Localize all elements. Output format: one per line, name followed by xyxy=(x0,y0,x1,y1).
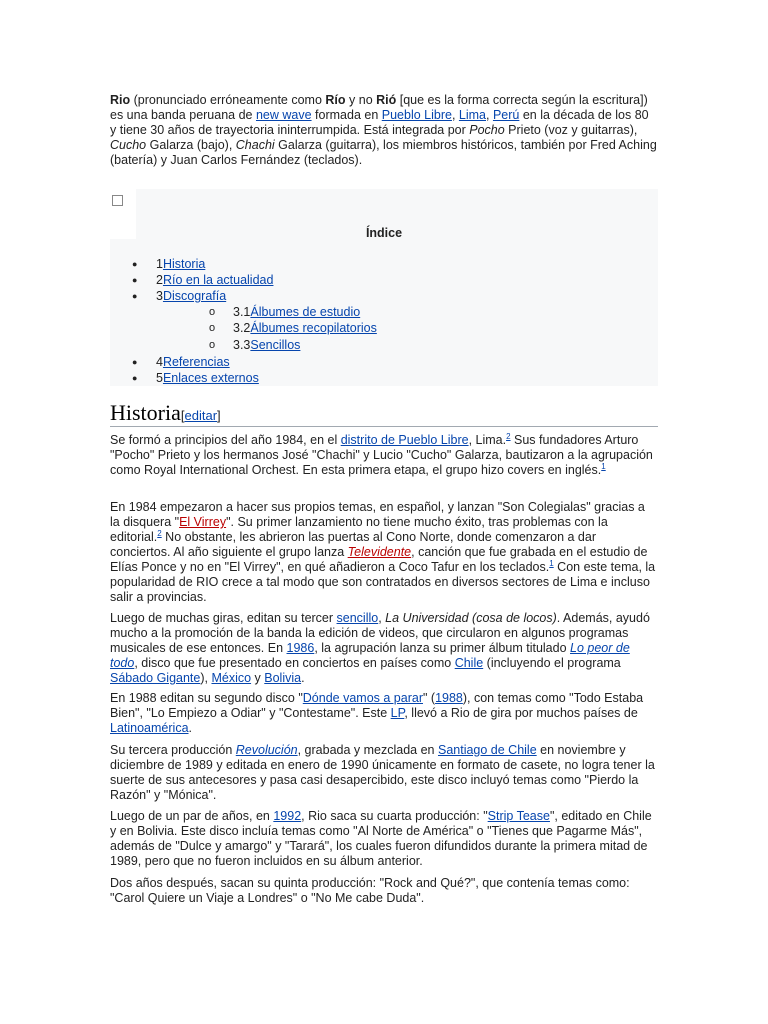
toc-item-enlaces[interactable] xyxy=(132,371,259,386)
toc-item-albumes-recopilatorios[interactable] xyxy=(209,321,377,336)
intro-bold-rio-accent: Rió xyxy=(376,93,397,107)
edit-bracket: [ xyxy=(180,408,185,423)
toc-item-referencias[interactable] xyxy=(132,355,230,370)
text: ", editado en Chile y en Bolivia. Este disco incluía temas como "Al Norte de América" o "Tienes que Pagarme Más", además de "Dulce y amargo" y "Tarará", los cuales fueron difundidos durante la primera mitad de 1989, pero que no fueron incluidos en su álbum anterior. xyxy=(110,809,652,868)
link-televidente[interactable]: Televidente xyxy=(347,545,412,559)
toc-number: 3.2 xyxy=(233,321,251,335)
italic-title: La Universidad (cosa de locos) xyxy=(385,611,557,625)
toc-item-albumes-estudio[interactable] xyxy=(209,305,361,320)
text: Se formó a principios del año 1984, en el xyxy=(110,433,341,447)
edit-link[interactable]: editar xyxy=(184,408,218,423)
link-chile[interactable]: Chile xyxy=(454,656,484,670)
history-paragraph-6 xyxy=(110,809,658,869)
link-1988[interactable]: 1988 xyxy=(435,691,463,705)
toc-number: 3 xyxy=(156,289,163,303)
intro-text: (pronunciado erróneamente como xyxy=(130,93,326,107)
text: . Además, ayudó mucho a la promoción de la banda la edición de videos, que circularon en algunos programas musicales de ese entonces. En xyxy=(110,611,650,655)
text: En 1984 empezaron a hacer sus propios temas, en español, y lanzan "Son Colegialas" gracias a la disquera " xyxy=(110,500,645,529)
intro-text: Prieto (voz y guitarras), xyxy=(504,123,638,137)
link-peru[interactable]: Perú xyxy=(492,108,520,122)
reference-link[interactable]: 1 xyxy=(601,461,606,471)
text: ), xyxy=(200,671,212,685)
history-paragraph-2 xyxy=(110,500,658,605)
link-lo-peor-de-todo[interactable]: Lo peor de todo xyxy=(110,641,630,670)
toc-number: 5 xyxy=(156,371,163,385)
text: , llevó a Rio de gira por muchos países de xyxy=(404,706,638,720)
bullet-icon: ● xyxy=(132,373,138,383)
intro-text: en la década de los 80 y tiene 30 años de trayectoria ininterrumpida. Está integrada por xyxy=(110,108,649,137)
intro-bold-rio: Río xyxy=(325,93,346,107)
edit-bracket: ] xyxy=(217,408,221,423)
sub-bullet-icon: o xyxy=(209,339,216,351)
link-distrito-pueblo-libre[interactable]: distrito de Pueblo Libre xyxy=(340,433,469,447)
toc-number: 4 xyxy=(156,355,163,369)
text: (incluyendo el programa xyxy=(483,656,621,670)
toc-item-actualidad[interactable] xyxy=(132,273,274,288)
band-name: Rio xyxy=(110,93,131,107)
intro-text: y no xyxy=(345,93,377,107)
link-latinoamerica[interactable]: Latinoamérica xyxy=(110,721,189,735)
history-paragraph-3 xyxy=(110,611,658,686)
toc-item-historia[interactable] xyxy=(132,257,206,272)
text: , Lima. xyxy=(468,433,507,447)
intro-italic-cucho: Cucho xyxy=(110,138,147,152)
toc-link[interactable]: Sencillos xyxy=(250,338,301,352)
toc-toggle-checkbox[interactable] xyxy=(112,195,123,206)
link-bolivia[interactable]: Bolivia xyxy=(264,671,302,685)
link-sabado-gigante[interactable]: Sábado Gigante xyxy=(110,671,201,685)
intro-text: Galarza (bajo), xyxy=(146,138,236,152)
link-revolucion[interactable]: Revolución xyxy=(235,743,298,757)
intro-text: , xyxy=(486,108,493,122)
toc-link[interactable]: Discografía xyxy=(162,289,227,303)
reference-link[interactable]: 2 xyxy=(157,528,162,538)
link-new-wave[interactable]: new wave xyxy=(255,108,312,122)
toc-item-discografia[interactable] xyxy=(132,289,227,304)
bullet-icon: ● xyxy=(132,357,138,367)
text: . xyxy=(188,721,192,735)
text: Luego de un par de años, en xyxy=(110,809,274,823)
table-of-contents xyxy=(110,189,658,386)
link-1992[interactable]: 1992 xyxy=(273,809,302,823)
link-lima[interactable]: Lima xyxy=(458,108,486,122)
text: ". Su primer lanzamiento no tiene mucho éxito, tras problemas con la editorial. xyxy=(110,515,608,544)
text: en noviembre y diciembre de 1989 y editada en enero de 1990 únicamente en formato de casete, no logra tener la suerte de sus antecesores y pasa casi desapercibido, este disco incluyó temas como "Pierdo la Razón" y "Mónica". xyxy=(110,743,655,802)
intro-italic-chachi: Chachi xyxy=(235,138,275,152)
link-el-virrey[interactable]: El Virrey xyxy=(179,515,227,529)
history-paragraph-7 xyxy=(110,876,658,906)
link-1986[interactable]: 1986 xyxy=(286,641,315,655)
text: Con este tema, la popularidad de RIO crece a tal modo que son contratados en diversos sectores de Lima e incluso salir a provincias. xyxy=(110,560,656,604)
toc-link[interactable]: Álbumes de estudio xyxy=(250,305,361,319)
heading-text: Historia xyxy=(110,400,181,425)
bullet-icon: ● xyxy=(132,275,138,285)
toc-link[interactable]: Río en la actualidad xyxy=(162,273,274,287)
bullet-icon: ● xyxy=(132,291,138,301)
link-strip-tease[interactable]: Strip Tease xyxy=(487,809,550,823)
text: Luego de muchas giras, editan su tercer xyxy=(110,611,337,625)
history-paragraph-1 xyxy=(110,433,658,478)
text: Sus fundadores Arturo "Pocho" Prieto y los hermanos José "Chachi" y Lucio "Cucho" Galarza, bautizaron a la agrupación como Royal International Orchest. En esta primera etapa, el grupo hizo covers en inglés. xyxy=(110,433,653,477)
intro-text: formada en xyxy=(311,108,382,122)
text: En 1988 editan su segundo disco " xyxy=(110,691,303,705)
intro-paragraph xyxy=(110,93,658,168)
text: No obstante, les abrieron las puertas al Cono Norte, donde comenzaron a dar conciertos. Al año siguiente el grupo lanza xyxy=(110,530,596,559)
text: , Rio saca su cuarta producción: " xyxy=(301,809,488,823)
toc-link[interactable]: Referencias xyxy=(162,355,230,369)
text: , la agrupación lanza su primer álbum titulado xyxy=(314,641,571,655)
link-mexico[interactable]: México xyxy=(211,671,252,685)
toc-number: 3.1 xyxy=(233,305,251,319)
text: , disco que fue presentado en conciertos en países como xyxy=(134,656,455,670)
text: , grabada y mezclada en xyxy=(297,743,438,757)
intro-text: , xyxy=(451,108,459,122)
history-paragraph-5 xyxy=(110,743,658,803)
link-donde-vamos-a-parar[interactable]: Dónde vamos a parar xyxy=(302,691,423,705)
link-lp[interactable]: LP xyxy=(390,706,405,720)
link-sencillo[interactable]: sencillo xyxy=(336,611,379,625)
text: , xyxy=(378,611,386,625)
intro-text: Galarza (guitarra), los miembros históricos, también por Fred Aching (batería) y Juan Carlos Fernández (teclados). xyxy=(110,138,657,167)
link-santiago-de-chile[interactable]: Santiago de Chile xyxy=(437,743,537,757)
toc-link[interactable]: Enlaces externos xyxy=(162,371,259,385)
reference-link[interactable]: 2 xyxy=(506,431,511,441)
text: y xyxy=(251,671,265,685)
section-heading-historia xyxy=(110,400,658,427)
text: " ( xyxy=(422,691,436,705)
toc-item-sencillos[interactable] xyxy=(209,338,301,353)
toc-link[interactable]: Historia xyxy=(162,257,206,271)
toc-number: 1 xyxy=(156,257,163,271)
toc-number: 3.3 xyxy=(233,338,251,352)
text: , canción que fue grabada en el estudio de Elías Ponce y no en "El Virrey", en qué añadieron a Coco Tafur en los teclados. xyxy=(110,545,648,574)
text: . xyxy=(301,671,305,685)
edit-section xyxy=(181,408,221,423)
text: Su tercera producción xyxy=(110,743,236,757)
toc-link[interactable]: Álbumes recopilatorios xyxy=(250,321,377,335)
reference-link[interactable]: 1 xyxy=(549,558,554,568)
text: Dos años después, sacan su quinta producción: "Rock and Qué?", que contenía temas como: "Carol Quiere un Viaje a Londres" o "No Me cabe Duda". xyxy=(110,876,630,905)
bullet-icon: ● xyxy=(132,259,138,269)
sub-bullet-icon: o xyxy=(209,322,216,334)
text: ), con temas como "Todo Estaba Bien", "Lo Empiezo a Odiar" y "Contestame". Este xyxy=(110,691,644,720)
history-paragraph-4 xyxy=(110,691,658,736)
toc-number: 2 xyxy=(156,273,163,287)
intro-italic-pocho: Pocho xyxy=(469,123,505,137)
intro-text: [que es la forma correcta según la escritura]) es una banda peruana de xyxy=(110,93,648,122)
link-pueblo-libre[interactable]: Pueblo Libre xyxy=(381,108,452,122)
sub-bullet-icon: o xyxy=(209,306,216,318)
toc-title: Índice xyxy=(365,226,403,240)
